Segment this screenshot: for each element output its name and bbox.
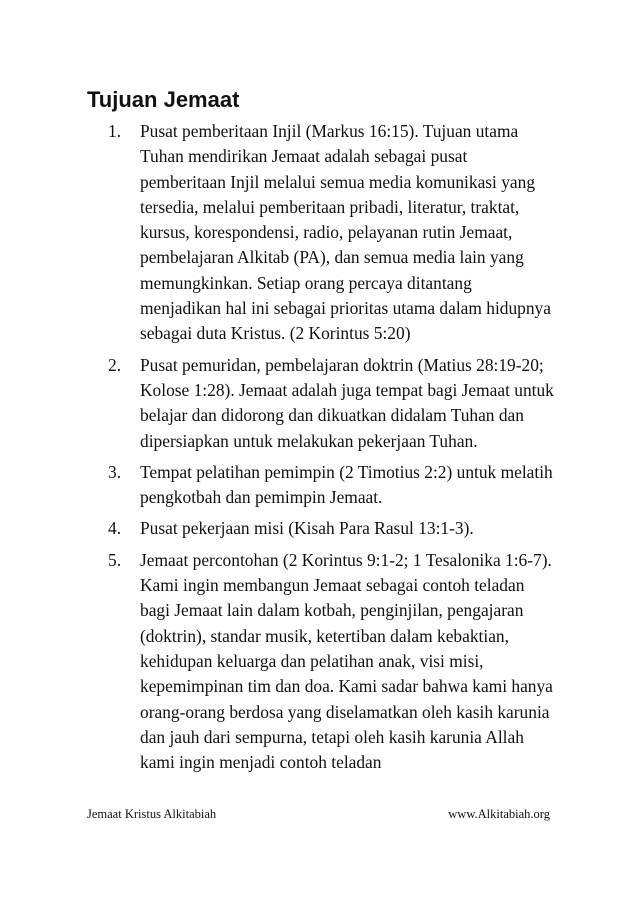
list-item-text: Pusat pekerjaan misi (Kisah Para Rasul 13:1-3). (140, 518, 474, 539)
list-item (108, 353, 556, 454)
list-item (108, 516, 556, 541)
list-item-number: 2. (108, 354, 122, 375)
footer-website: www.Alkitabiah.org (448, 807, 550, 821)
list-item-text: Pusat pemuridan, pembelajaran doktrin (Matius 28:19-20; Kolose 1:28). Jemaat adalah juga tempat bagi Jemaat untuk belajar dan didorong dan dikuatkan didalam Tuhan dan dipersiapkan untuk melakukan pekerjaan Tuhan. (140, 354, 554, 451)
list-item-number: 3. (108, 461, 122, 482)
list-item-number: 4. (108, 518, 122, 539)
list-item-text: Tempat pelatihan pemimpin (2 Timotius 2:2) untuk melatih pengkotbah dan pemimpin Jemaat. (140, 461, 553, 508)
list-item (108, 548, 556, 776)
list-item-text: Jemaat percontohan (2 Korintus 9:1-2; 1 Tesalonika 1:6-7). Kami ingin membangun Jemaat sebagai contoh teladan bagi Jemaat lain dalam kotbah, penginjilan, pengajaran (doktrin), standar musik, ketertiban dalam kebaktian, kehidupan keluarga dan pelatihan anak, visi misi, kepemimpinan tim dan doa. Kami sadar bahwa kami hanya orang-orang berdosa yang diselamatkan oleh kasih karunia dan jauh dari sempurna, tetapi oleh kasih karunia Allah kami ingin menjadi contoh teladan (140, 549, 553, 773)
footer-organization: Jemaat Kristus Alkitabiah (87, 807, 217, 821)
section-heading: Tujuan Jemaat (87, 87, 240, 112)
list-item (108, 119, 556, 347)
purpose-list (108, 119, 556, 781)
list-item (108, 460, 556, 511)
list-item-number: 5. (108, 549, 122, 570)
list-item-number: 1. (108, 121, 122, 141)
list-item-text: Pusat pemberitaan Injil (Markus 16:15). Tujuan utama Tuhan mendirikan Jemaat adalah sebagai pusat pemberitaan Injil melalui semua media komunikasi yang tersedia, melalui pemberitaan pribadi, literatur, traktat, kursus, korespondensi, radio, pelayanan rutin Jemaat, pembelajaran Alkitab (PA), dan semua media lain yang memungkinkan. Setiap orang percaya ditantang menjadikan hal ini sebagai prioritas utama dalam hidupnya sebagai duta Kristus. (2 Korintus 5:20) (140, 121, 551, 344)
